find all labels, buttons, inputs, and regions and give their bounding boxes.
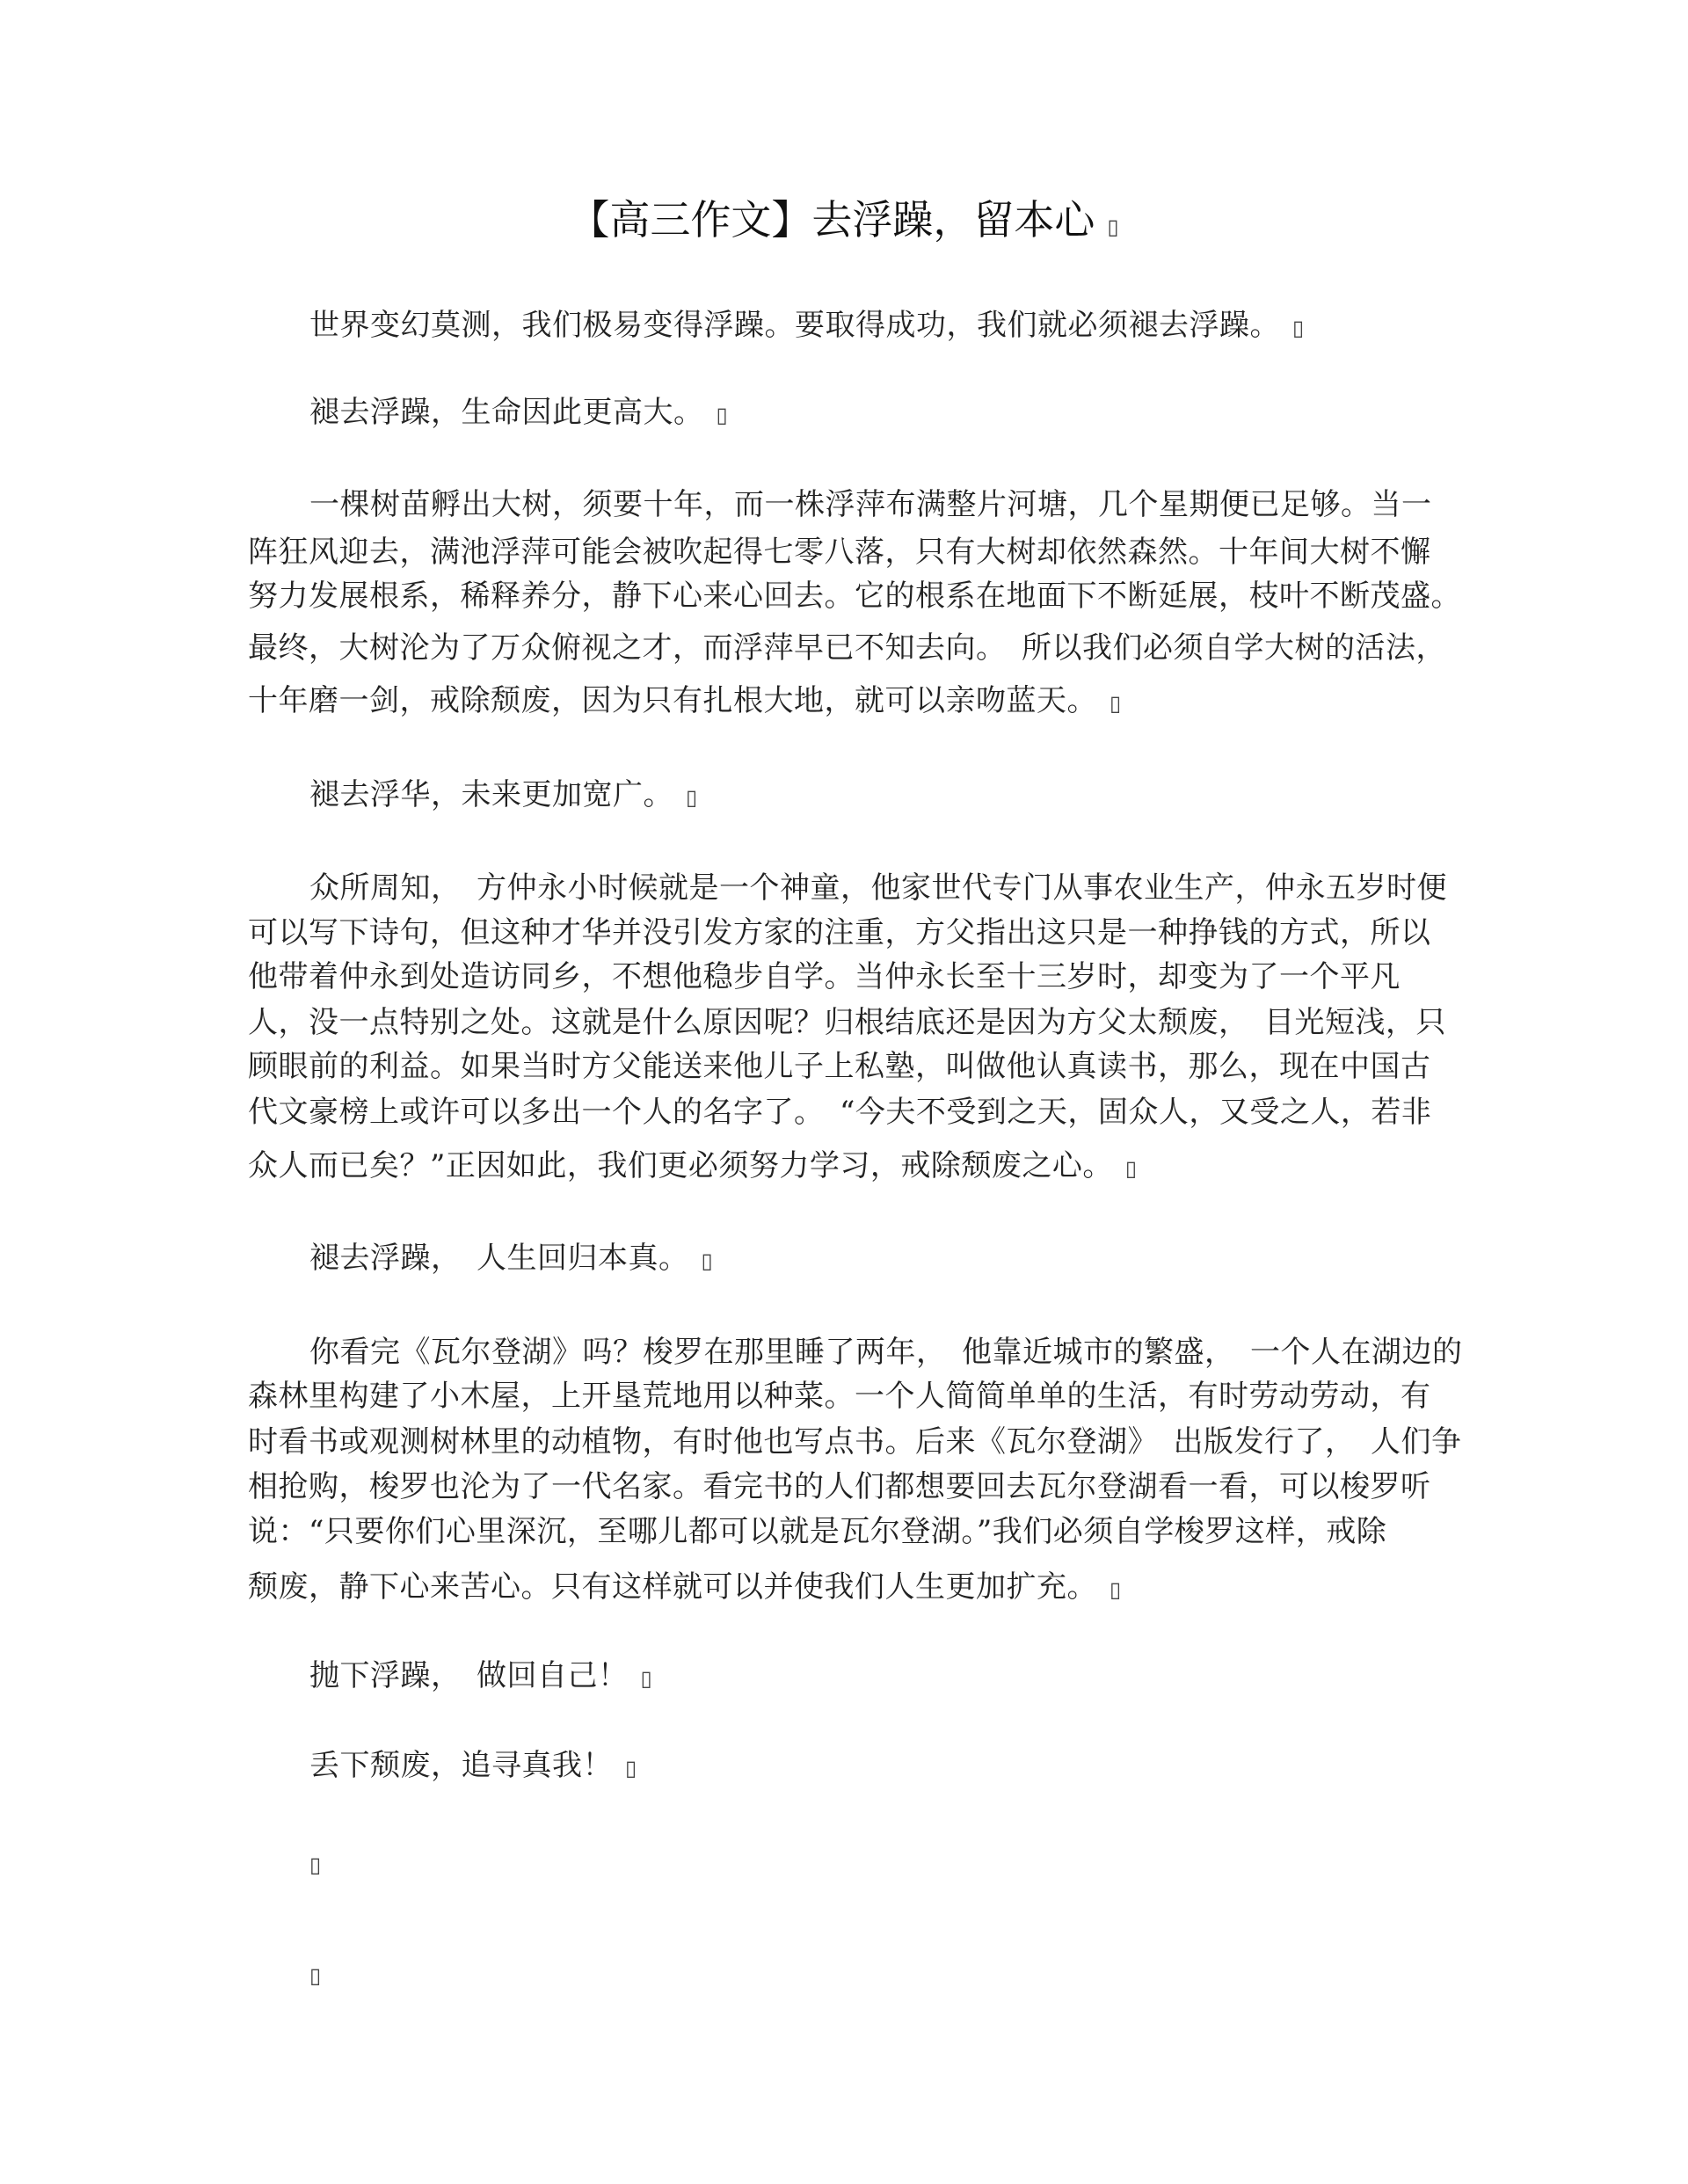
line: 褪去浮躁，生命因此更高大。 — [309, 395, 704, 430]
paragraph-intro — [309, 308, 1305, 346]
line-text: 颓废，静下心来苦心。只有这样就可以并使我们人生更加扩充。 — [248, 1569, 1097, 1605]
closing-line-2 — [309, 1748, 637, 1786]
closing-line-1 — [309, 1658, 652, 1696]
line: 褪去浮躁， 人生回归本真。 — [309, 1241, 689, 1276]
heading-2 — [309, 777, 698, 815]
paragraph-mark: ▯ — [686, 785, 698, 810]
line: 人，没一点特别之处。这就是什么原因呢？归根结底还是因为方父太颓废， 目光短浅，只 — [248, 1005, 1446, 1040]
line: 你看完《瓦尔登湖》吗？梭罗在那里睡了两年， 他靠近城市的繁盛， 一个人在湖边的 — [309, 1335, 1463, 1370]
line: 丢下颓废，追寻真我！ — [309, 1748, 613, 1783]
heading-3 — [309, 1241, 713, 1278]
line — [248, 1148, 1138, 1186]
paragraph-mark: ▯ — [1110, 1577, 1122, 1602]
line: 众所周知， 方仲永小时候就是一个神童，他家世代专门从事农业生产，仲永五岁时便 — [309, 870, 1447, 906]
paragraph-mark: ▯ — [701, 1249, 714, 1273]
line: 顾眼前的利益。如果当时方父能送来他儿子上私塾，叫做他认真读书，那么，现在中国古 — [248, 1049, 1431, 1084]
empty-paragraph — [309, 1845, 322, 1882]
line: 相抢购，梭罗也沦为了一代名家。看完书的人们都想要回去瓦尔登湖看一看，可以梭罗听 — [248, 1469, 1431, 1504]
paragraph-mark: ▯ — [309, 1963, 322, 1988]
empty-paragraph — [309, 1955, 322, 1993]
paragraph-mark: ▯ — [716, 403, 729, 427]
line — [248, 683, 1122, 721]
paragraph-mark: ▯ — [1292, 316, 1305, 340]
line-text: 众人而已矣？”正因如此，我们更必须努力学习，戒除颓废之心。 — [248, 1148, 1113, 1183]
line: 一棵树苗孵出大树，须要十年，而一株浮萍布满整片河塘，几个星期便已足够。当一 — [309, 487, 1432, 522]
line: 最终，大树沦为了万众俯视之才，而浮萍早已不知去向。 所以我们必须自学大树的活法， — [248, 630, 1446, 666]
paragraph-mark: ▯ — [1110, 691, 1122, 716]
paragraph-mark: ▯ — [1124, 1156, 1138, 1181]
line: 世界变幻莫测，我们极易变得浮躁。要取得成功，我们就必须褪去浮躁。 — [309, 308, 1280, 343]
line: 代文豪榜上或许可以多出一个人的名字了。 “今夫不受到之天，固众人，又受之人，若非 — [248, 1095, 1432, 1130]
paragraph-mark: ▯ — [640, 1666, 653, 1691]
line: 他带着仲永到处造访同乡，不想他稳步自学。当仲永长至十三岁时，却变为了一个平凡 — [248, 959, 1401, 994]
paragraph-mark: ▯ — [1107, 215, 1119, 239]
line: 阵狂风迎去，满池浮萍可能会被吹起得七零八落，只有大树却依然森然。十年间大树不懈 — [248, 535, 1431, 570]
line: 努力发展根系，稀释养分，静下心来心回去。它的根系在地面下不断延展，枝叶不断茂盛。 — [248, 579, 1461, 614]
paragraph-mark: ▯ — [309, 1853, 322, 1877]
line-text: 十年磨一剑，戒除颓废，因为只有扎根大地，就可以亲吻蓝天。 — [248, 683, 1097, 718]
line: 森林里构建了小木屋，上开垦荒地用以种菜。一个人简简单单的生活，有时劳动劳动，有 — [248, 1379, 1431, 1414]
line: 可以写下诗句，但这种才华并没引发方家的注重，方父指出这只是一种挣钱的方式，所以 — [248, 915, 1431, 950]
line — [248, 1569, 1122, 1607]
line: 说：“只要你们心里深沉，至哪儿都可以就是瓦尔登湖。”我们必须自学梭罗这样，戒除 — [248, 1514, 1387, 1549]
heading-1 — [309, 395, 728, 433]
document-title — [0, 188, 1688, 246]
line: 抛下浮躁， 做回自己！ — [309, 1658, 629, 1693]
line: 褪去浮华，未来更加宽广。 — [309, 777, 673, 812]
paragraph-mark: ▯ — [625, 1756, 637, 1780]
line: 时看书或观测树林里的动植物，有时他也写点书。后来《瓦尔登湖》 出版发行了， 人们争 — [248, 1424, 1462, 1460]
title-text: 【高三作文】去浮躁，留本心 — [569, 196, 1095, 244]
